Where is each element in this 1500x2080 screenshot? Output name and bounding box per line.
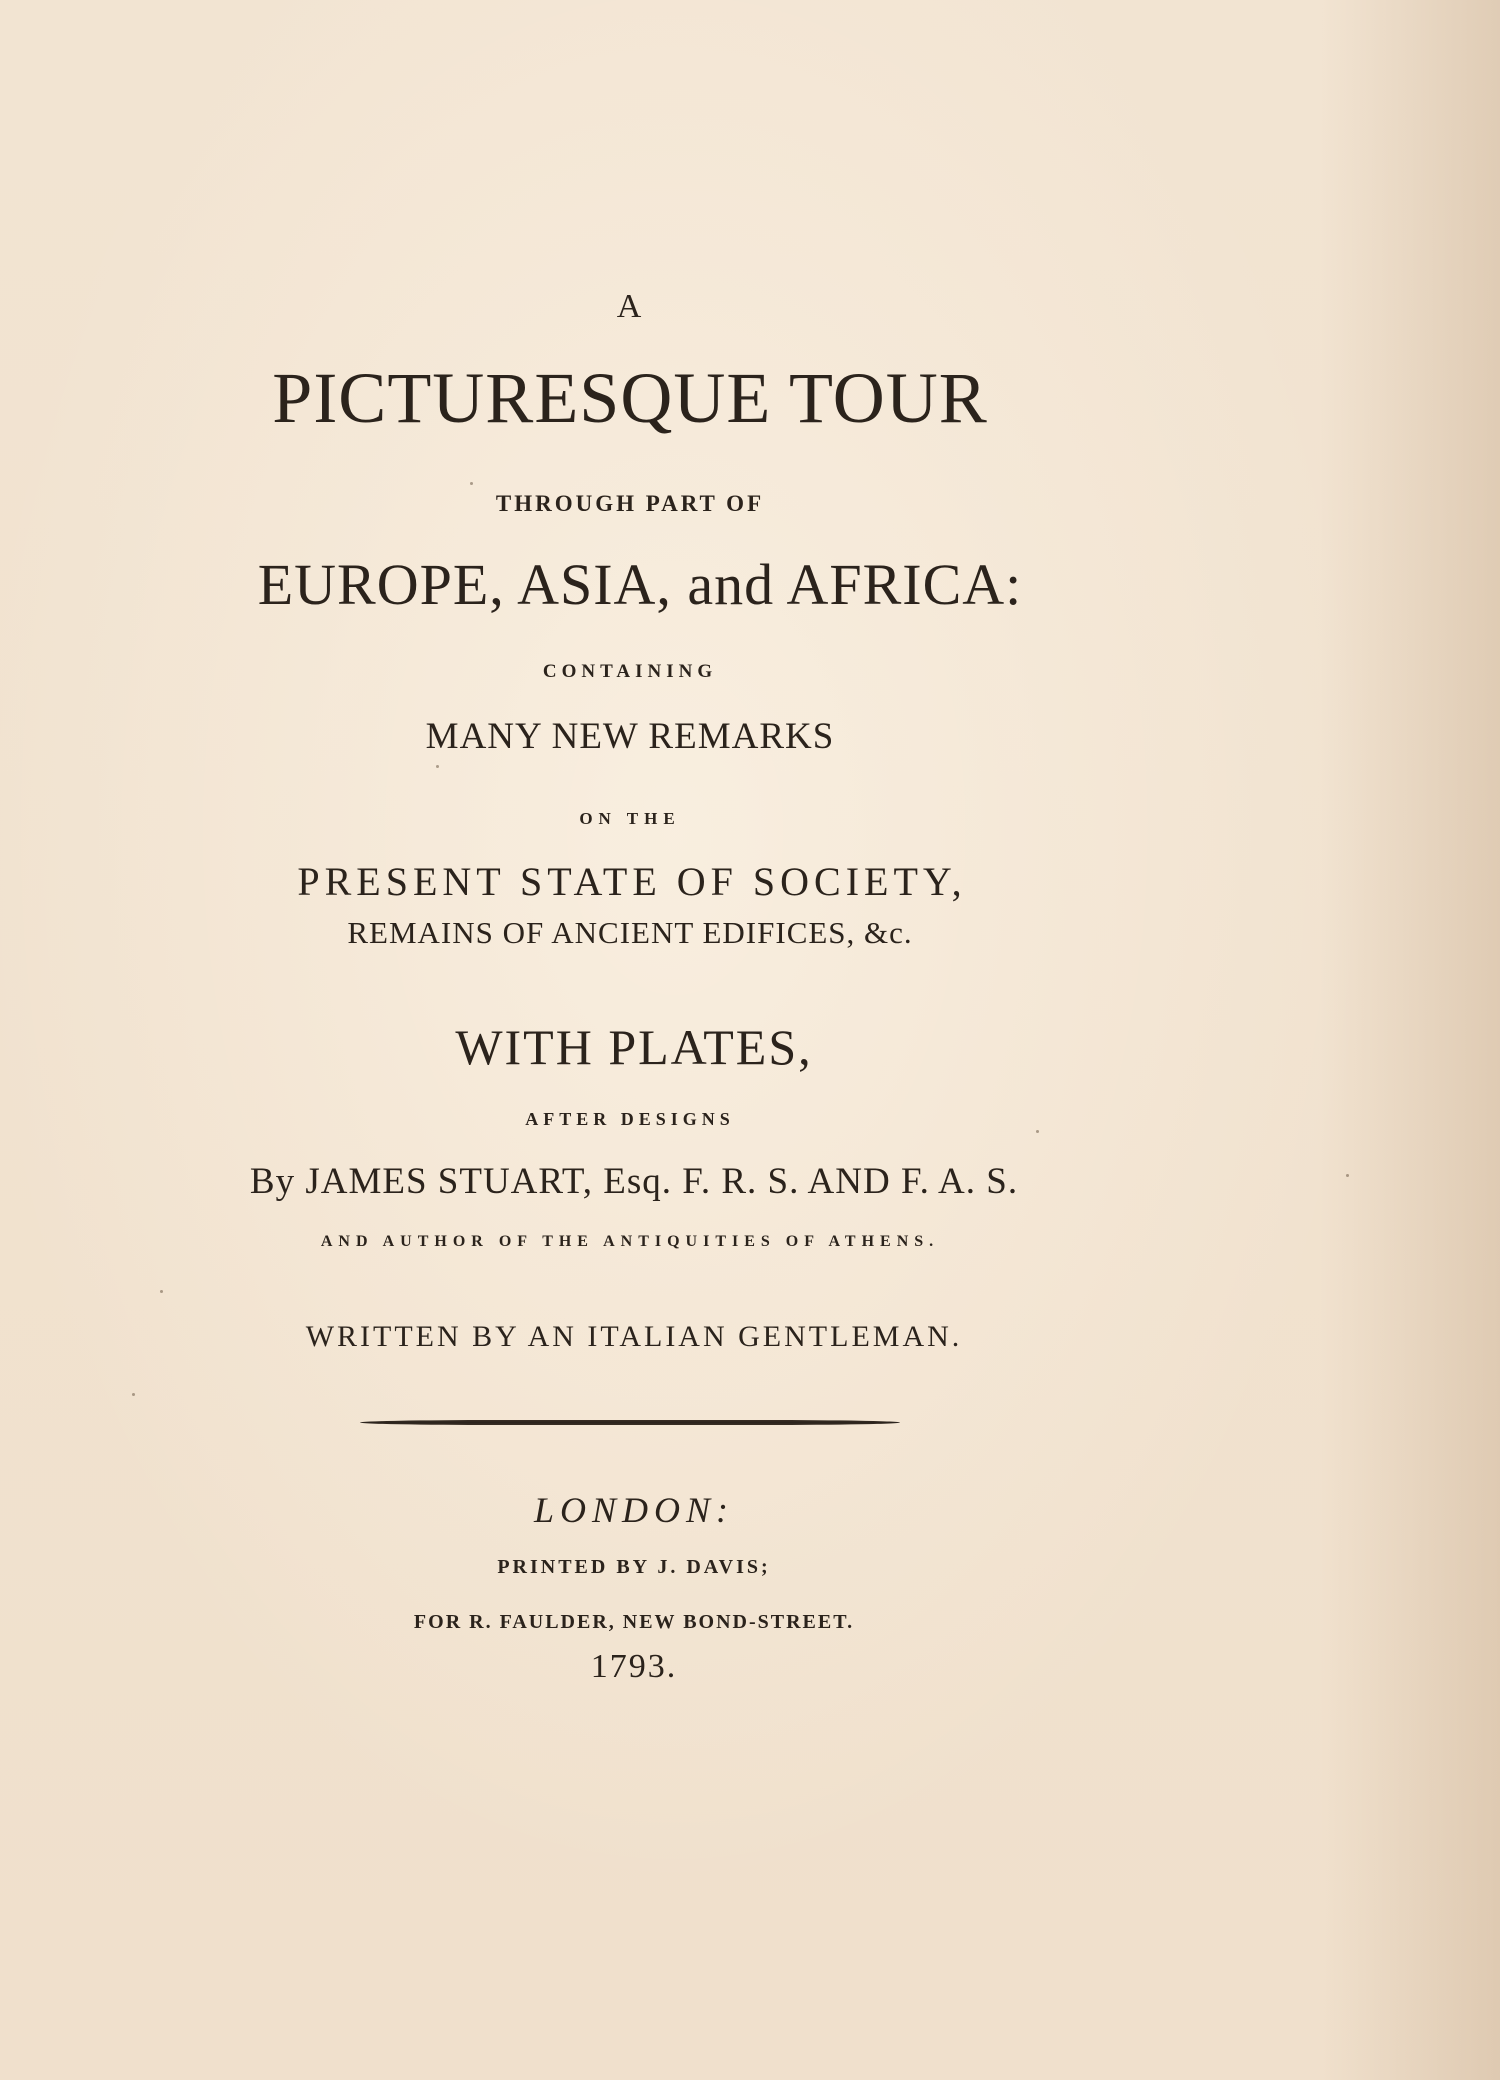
subtitle-continents: EUROPE, ASIA, and AFRICA: [257, 552, 1023, 617]
subtitle-through: THROUGH PART OF [495, 491, 765, 516]
author-note: AND AUTHOR OF THE ANTIQUITIES OF ATHENS. [320, 1233, 940, 1250]
subtitle-containing: CONTAINING [542, 661, 718, 682]
subtitle-remarks: MANY NEW REMARKS [425, 716, 835, 757]
divider-rule [360, 1420, 900, 1425]
paper-speck [132, 1393, 135, 1396]
imprint-city: LONDON: [533, 1490, 735, 1530]
subtitle-society: PRESENT STATE OF SOCIETY, [297, 859, 967, 904]
paper-speck [1036, 1130, 1039, 1133]
imprint-publisher: FOR R. FAULDER, NEW BOND-STREET. [413, 1611, 855, 1633]
paper-speck [436, 765, 439, 768]
with-plates: WITH PLATES, [455, 1019, 813, 1075]
title-article: A [616, 288, 644, 325]
imprint-year: 1793. [590, 1648, 678, 1685]
author-credit: By JAMES STUART, Esq. F. R. S. AND F. A. S. [249, 1161, 1019, 1202]
subtitle-edifices: REMAINS OF ANCIENT EDIFICES, &c. [347, 915, 913, 950]
paper-speck [1346, 1174, 1349, 1177]
paper-speck [470, 482, 473, 485]
imprint-printer: PRINTED BY J. DAVIS; [497, 1556, 771, 1578]
book-title: PICTURESQUE TOUR [272, 358, 988, 438]
after-designs: AFTER DESIGNS [525, 1109, 735, 1129]
paper-speck [160, 1290, 163, 1293]
subtitle-on-the: ON THE [579, 809, 681, 828]
written-by: WRITTEN BY AN ITALIAN GENTLEMAN. [305, 1320, 963, 1353]
